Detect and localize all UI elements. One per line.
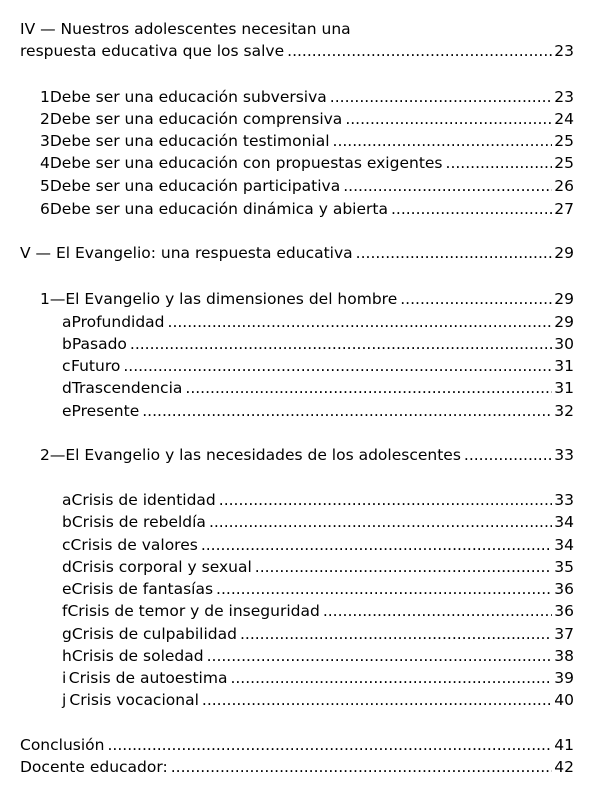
leader-dots: [130, 334, 552, 354]
item-number: 1: [40, 88, 50, 106]
item-letter: c: [62, 536, 71, 554]
toc-item[interactable]: [40, 176, 574, 196]
item-label: Trascendencia: [71, 379, 183, 397]
chapter-4-entry[interactable]: [20, 41, 574, 61]
page-number: 29: [554, 244, 574, 262]
leader-dots: [323, 601, 552, 621]
page-number: 36: [554, 602, 574, 620]
item-number: 5: [40, 177, 50, 195]
chapter-5-title: V — El Evangelio: una respuesta educativa: [20, 244, 353, 262]
item-letter: b: [62, 513, 72, 531]
toc-item[interactable]: [40, 153, 574, 173]
leader-dots: [171, 757, 553, 777]
toc-item[interactable]: [62, 378, 574, 398]
page-number: 30: [554, 335, 574, 353]
leader-dots: [168, 312, 553, 332]
item-letter: d: [62, 379, 72, 397]
toc-item[interactable]: [40, 199, 574, 219]
page-number: 37: [554, 625, 574, 643]
leader-dots: [391, 199, 552, 219]
item-label: Debe ser una educación comprensiva: [49, 110, 343, 128]
item-label: Debe ser una educación testimonial: [49, 132, 330, 150]
docente-label: Docente educador:: [20, 758, 168, 776]
leader-dots: [201, 535, 552, 555]
toc-item[interactable]: [40, 87, 574, 107]
leader-dots: [255, 557, 552, 577]
item-label: Crisis de autoestima: [68, 669, 228, 687]
leader-dots: [343, 176, 552, 196]
leader-dots: [219, 490, 553, 510]
leader-dots: [400, 289, 552, 309]
leader-dots: [123, 356, 552, 376]
item-label: Crisis de rebeldía: [71, 513, 206, 531]
page-number: 25: [554, 154, 574, 172]
toc-item[interactable]: [62, 668, 574, 688]
item-label: Crisis de soledad: [71, 647, 204, 665]
conclusion-entry[interactable]: [20, 735, 574, 755]
item-label: Pasado: [71, 335, 127, 353]
page-number: 23: [554, 42, 574, 60]
page-number: 38: [554, 647, 574, 665]
item-label: Crisis de temor y de inseguridad: [67, 602, 320, 620]
toc-item[interactable]: [62, 490, 574, 510]
toc-item[interactable]: [62, 690, 574, 710]
leader-dots: [446, 153, 553, 173]
toc-item[interactable]: [62, 579, 574, 599]
section-1-title: 1—El Evangelio y las dimensiones del hombre: [40, 290, 398, 308]
leader-dots: [209, 512, 552, 532]
item-letter: h: [62, 647, 72, 665]
leader-dots: [240, 624, 552, 644]
leader-dots: [356, 243, 553, 263]
page-number: 26: [554, 177, 574, 195]
toc-item[interactable]: [62, 557, 574, 577]
item-letter: c: [62, 357, 71, 375]
item-letter: d: [62, 558, 72, 576]
page-number: 32: [554, 402, 574, 420]
item-letter: f: [62, 602, 68, 620]
item-label: Debe ser una educación subversiva: [49, 88, 327, 106]
leader-dots: [202, 690, 552, 710]
leader-dots: [330, 87, 552, 107]
leader-dots: [142, 401, 552, 421]
leader-dots: [107, 735, 552, 755]
leader-dots: [345, 109, 552, 129]
page-number: 31: [554, 379, 574, 397]
item-number: 6: [40, 200, 50, 218]
toc-item[interactable]: [62, 312, 574, 332]
item-number: 3: [40, 132, 50, 150]
page-number: 29: [554, 290, 574, 308]
toc-item[interactable]: [40, 109, 574, 129]
toc-item[interactable]: [62, 512, 574, 532]
page-number: 41: [554, 736, 574, 754]
page-number: 23: [554, 88, 574, 106]
item-label: Crisis de identidad: [71, 491, 216, 509]
page-number: 29: [554, 313, 574, 331]
section-1-entry[interactable]: [40, 289, 574, 309]
item-label: Presente: [71, 402, 140, 420]
item-label: Crisis de fantasías: [71, 580, 214, 598]
item-label: Debe ser una educación participativa: [49, 177, 341, 195]
leader-dots: [216, 579, 552, 599]
item-letter: b: [62, 335, 72, 353]
page-number: 33: [554, 446, 574, 464]
item-letter: i: [62, 669, 67, 687]
leader-dots: [287, 41, 552, 61]
leader-dots: [207, 646, 553, 666]
toc-item[interactable]: [62, 624, 574, 644]
toc-item[interactable]: [62, 601, 574, 621]
item-letter: a: [62, 491, 72, 509]
toc-item[interactable]: [62, 535, 574, 555]
item-label: Debe ser una educación con propuestas exigentes: [49, 154, 443, 172]
leader-dots: [464, 445, 552, 465]
item-letter: j: [62, 691, 67, 709]
page-number: 27: [554, 200, 574, 218]
page-number: 25: [554, 132, 574, 150]
toc-item[interactable]: [62, 401, 574, 421]
leader-dots: [230, 668, 552, 688]
item-letter: a: [62, 313, 72, 331]
leader-dots: [333, 131, 553, 151]
page-number: 35: [554, 558, 574, 576]
section-2-entry[interactable]: [40, 445, 574, 465]
leader-dots: [185, 378, 552, 398]
section-2-title: 2—El Evangelio y las necesidades de los adolescentes: [40, 446, 461, 464]
item-label: Futuro: [71, 357, 121, 375]
item-label: Crisis de culpabilidad: [71, 625, 237, 643]
conclusion-label: Conclusión: [20, 736, 105, 754]
page-number: 34: [554, 513, 574, 531]
item-label: Crisis de valores: [70, 536, 198, 554]
page-number: 33: [554, 491, 574, 509]
page-number: 42: [554, 758, 574, 776]
chapter-4-title-line2: respuesta educativa que los salve: [20, 42, 285, 60]
toc-item[interactable]: [62, 334, 574, 354]
toc-item[interactable]: [62, 356, 574, 376]
toc-item[interactable]: [40, 131, 574, 151]
item-letter: e: [62, 402, 72, 420]
item-label: Debe ser una educación dinámica y abierta: [49, 200, 388, 218]
page-number: 39: [554, 669, 574, 687]
page-number: 36: [554, 580, 574, 598]
item-number: 2: [40, 110, 50, 128]
toc-item[interactable]: [62, 646, 574, 666]
item-letter: g: [62, 625, 72, 643]
page-number: 31: [554, 357, 574, 375]
item-label: Crisis corporal y sexual: [71, 558, 252, 576]
chapter-5-entry[interactable]: [20, 243, 574, 263]
chapter-4-title-line1: IV — Nuestros adolescentes necesitan una: [20, 20, 351, 38]
item-letter: e: [62, 580, 72, 598]
item-number: 4: [40, 154, 50, 172]
item-label: Profundidad: [71, 313, 165, 331]
page-number: 34: [554, 536, 574, 554]
docente-entry[interactable]: [20, 757, 574, 777]
item-label: Crisis vocacional: [69, 691, 199, 709]
page-number: 40: [554, 691, 574, 709]
page-number: 24: [554, 110, 574, 128]
